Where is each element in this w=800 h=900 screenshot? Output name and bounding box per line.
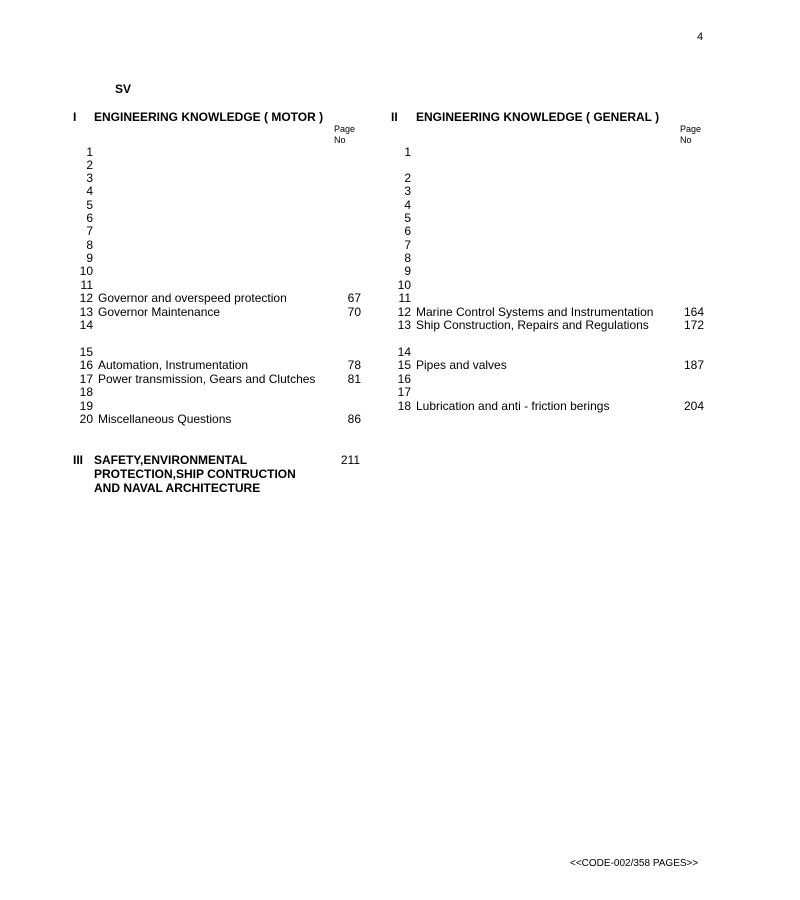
- item-page: 70: [347, 305, 361, 319]
- section-i-title: ENGINEERING KNOWLEDGE ( MOTOR ): [94, 110, 324, 124]
- item-number: 15: [79, 345, 93, 359]
- item-number: 7: [86, 224, 93, 238]
- item-number: 7: [404, 238, 411, 252]
- item-number: 4: [86, 184, 93, 198]
- item-number: 13: [397, 318, 411, 332]
- section-i-page-header: [334, 124, 355, 146]
- item-number: 9: [404, 264, 411, 278]
- list-item: [393, 265, 704, 278]
- list-item: [75, 265, 361, 278]
- item-label: Marine Control Systems and Instrumentation: [416, 305, 654, 319]
- list-item: [75, 146, 361, 159]
- page-header-page: Page: [334, 124, 356, 134]
- item-number: 2: [86, 158, 93, 172]
- item-number: 12: [397, 305, 411, 319]
- page-header-no: No: [680, 135, 692, 145]
- item-number: 12: [79, 291, 93, 305]
- section-iii-title-line: AND NAVAL ARCHITECTURE: [94, 481, 261, 495]
- section-ii-numeral: II: [391, 110, 398, 124]
- item-number: 1: [404, 145, 411, 159]
- item-number: 1: [86, 145, 93, 159]
- item-number: 5: [86, 198, 93, 212]
- footer-code: <<CODE-002/358 PAGES>>: [570, 858, 699, 869]
- item-number: 6: [404, 224, 411, 238]
- item-label: Lubrication and anti - friction berings: [416, 399, 610, 413]
- list-item: [75, 319, 361, 332]
- item-label: Miscellaneous Questions: [98, 412, 232, 426]
- list-item: [393, 359, 704, 372]
- list-item: [393, 252, 704, 265]
- item-number: 5: [404, 211, 411, 225]
- item-number: 14: [79, 318, 93, 332]
- list-item: [393, 386, 704, 399]
- item-number: 11: [80, 278, 93, 292]
- list-item: [75, 172, 361, 185]
- item-number: 3: [404, 184, 411, 198]
- item-number: 15: [397, 358, 411, 372]
- list-item: [75, 306, 361, 319]
- item-page: 81: [347, 372, 361, 386]
- list-item: [393, 292, 704, 305]
- item-number: 20: [79, 412, 93, 426]
- item-label: Governor Maintenance: [98, 305, 221, 319]
- item-label: Pipes and valves: [416, 358, 507, 372]
- list-item: [393, 185, 704, 198]
- list-item: [393, 172, 704, 185]
- item-number: 19: [79, 399, 93, 413]
- list-item: [75, 292, 361, 305]
- section-ii-page-header: [680, 124, 701, 146]
- item-number: 16: [79, 358, 93, 372]
- item-label: Governor and overspeed protection: [98, 291, 287, 305]
- page-header-page: Page: [680, 124, 702, 134]
- item-number: 18: [397, 399, 411, 413]
- document-code: SV: [115, 82, 132, 96]
- page-header-no: No: [334, 135, 346, 145]
- item-label: Ship Construction, Repairs and Regulations: [416, 318, 649, 332]
- section-iii-page: 211: [340, 453, 360, 467]
- item-page: 67: [347, 291, 361, 305]
- section-ii-title: ENGINEERING KNOWLEDGE ( GENERAL ): [416, 110, 660, 124]
- list-item: [75, 413, 361, 426]
- item-page: 164: [683, 305, 704, 319]
- item-number: 13: [79, 305, 93, 319]
- item-number: 3: [86, 171, 93, 185]
- list-item: [393, 199, 704, 212]
- item-number: 17: [397, 385, 411, 399]
- item-number: 4: [404, 198, 411, 212]
- list-item: [75, 386, 361, 399]
- list-item: [75, 373, 361, 386]
- list-item: [75, 239, 361, 252]
- list-item: [75, 212, 361, 225]
- list-item: [75, 185, 361, 198]
- list-item: [393, 279, 704, 292]
- list-item: [393, 373, 704, 386]
- item-label: Power transmission, Gears and Clutches: [98, 372, 316, 386]
- item-page: 187: [683, 358, 704, 372]
- list-item: [393, 225, 704, 238]
- list-item: [75, 199, 361, 212]
- item-number: 17: [79, 372, 93, 386]
- item-number: 10: [79, 264, 93, 278]
- list-item: [75, 359, 361, 372]
- list-item: [393, 239, 704, 252]
- list-item: [393, 400, 704, 413]
- item-page: 86: [347, 412, 361, 426]
- section-iii-title-line: SAFETY,ENVIRONMENTAL: [94, 453, 248, 467]
- section-iii-title-line: PROTECTION,SHIP CONTRUCTION: [94, 467, 296, 481]
- list-item: [75, 252, 361, 265]
- item-page: 78: [347, 358, 361, 372]
- item-number: 16: [397, 372, 411, 386]
- list-item: [393, 319, 704, 332]
- item-number: 18: [79, 385, 93, 399]
- item-number: 8: [404, 251, 411, 265]
- item-number: 9: [86, 251, 93, 265]
- list-item: [75, 225, 361, 238]
- item-label: Automation, Instrumentation: [98, 358, 249, 372]
- item-number: 2: [404, 171, 411, 185]
- item-page: 172: [683, 318, 704, 332]
- list-item: [393, 212, 704, 225]
- item-number: 11: [398, 291, 411, 305]
- item-number: 10: [397, 278, 411, 292]
- section-iii-numeral: III: [73, 453, 84, 467]
- item-number: 6: [86, 211, 93, 225]
- page-number: 4: [697, 31, 704, 43]
- list-item: [393, 146, 704, 159]
- item-number: 8: [86, 238, 93, 252]
- section-iii-title: [94, 453, 296, 495]
- section-i-numeral: I: [73, 110, 77, 124]
- item-page: 204: [683, 399, 704, 413]
- item-number: 14: [397, 345, 411, 359]
- list-item: [75, 159, 361, 172]
